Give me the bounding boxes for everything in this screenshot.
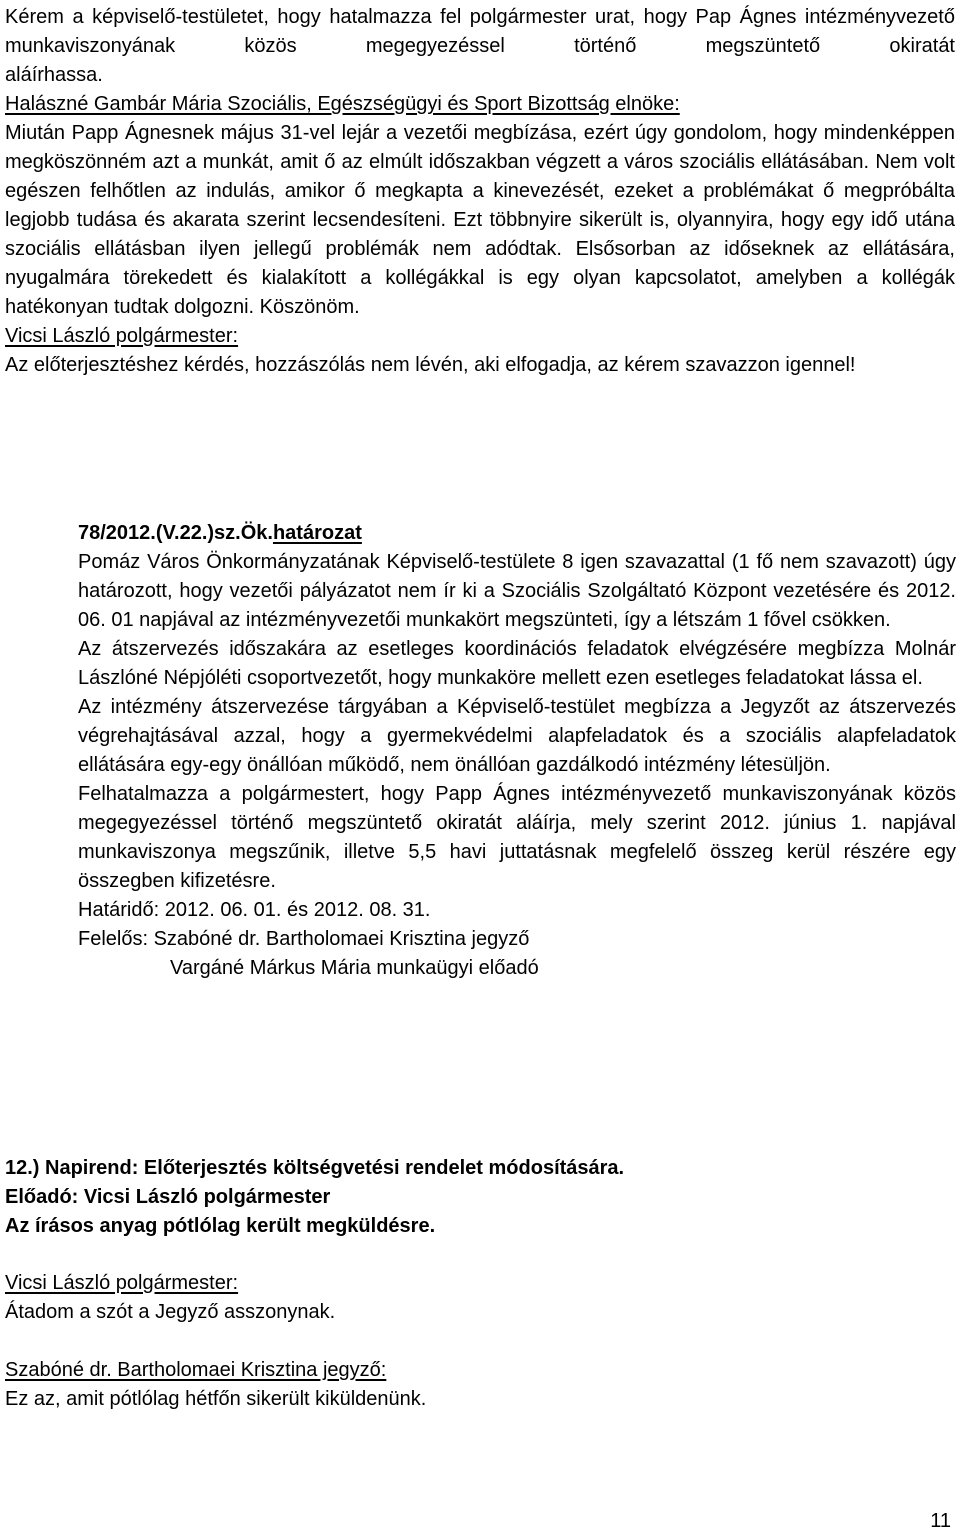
resolution-word: határozat	[272, 522, 362, 544]
page-number: 11	[930, 1510, 951, 1532]
agenda-note: Az írásos anyag pótlólag került megküldésre.	[5, 1215, 436, 1237]
resolution-responsible-1: Felelős: Szabóné dr. Bartholomaei Krisztina jegyző	[78, 928, 530, 950]
resolution-number: 78/2012.(V.22.)sz.Ök.	[78, 522, 273, 544]
committee-chair-speech: Miután Papp Ágnesnek május 31-vel lejár a vezetői megbízása, ezért úgy gondolom, hogy mindenképpen megköszönném azt a munkát, amit ő az elmúlt időszakban végzett a város szociális ellátásában. Nem volt egészen felhőtlen az indulás, amikor ő megkapta a kinevezését, ezeket a problémákat ő megpróbálta legjobb tudása és akarata szerint lecsendesíteni. Ezt többnyire sikerült is, olyannyira, hogy egy idő utána szociális ellátásban ilyen jellegű problémák nem adódtak. Elsősorban az időseknek az ellátására, nyugalmára törekedett és kialakított a kollégákkal is egy olyan kapcsolatot, amelyben a kollégák hatékonyan tudtak dolgozni. Köszönöm.	[5, 122, 955, 318]
dialogue-speaker: Szabóné dr. Bartholomaei Krisztina jegyző:	[5, 1359, 387, 1381]
resolution-section	[78, 519, 956, 983]
dialogue-entry-1	[5, 1269, 955, 1327]
mayor-call-to-vote: Az előterjesztéshez kérdés, hozzászólás nem lévén, aki elfogadja, az kérem szavazzon igennel!	[5, 354, 856, 376]
resolution-heading	[78, 519, 956, 548]
dialogue-text: Átadom a szót a Jegyző asszonynak.	[5, 1301, 336, 1323]
resolution-paragraph-1: Pomáz Város Önkormányzatának Képviselő-testülete 8 igen szavazattal (1 fő nem szavazott) úgy határozott, hogy vezetői pályázatot nem ír ki a Szociális Szolgáltató Központ vezetésére és 2012. 06. 01 napjával az intézményvezetői munkakört megszünteti, így a létszám 1 fővel csökken.	[78, 551, 956, 631]
speaker-committee-chair: Halászné Gambár Mária Szociális, Egészségügyi és Sport Bizottság elnöke:	[5, 93, 680, 115]
dialogue-speaker: Vicsi László polgármester:	[5, 1272, 239, 1294]
resolution-paragraph-3: Az intézmény átszervezése tárgyában a Képviselő-testület megbízza a Jegyzőt az átszervezés végrehajtásával azzal, hogy a gyermekvédelmi alapfeladatok és a szociális alapfeladatok ellátására egy-egy önállóan működő, nem önállóan gazdálkodó intézmény létesüljön.	[78, 696, 956, 776]
resolution-paragraph-2: Az átszervezés időszakára az esetleges koordinációs feladatok elvégzésére megbízza Molnár Lászlóné Népjóléti csoportvezetőt, hogy munkaköre mellett ezen esetleges feladatokat lássa el.	[78, 638, 956, 689]
resolution-deadline: Határidő: 2012. 06. 01. és 2012. 08. 31.	[78, 899, 431, 921]
agenda-section	[5, 1154, 955, 1241]
resolution-paragraph-4: Felhatalmazza a polgármestert, hogy Papp Ágnes intézményvezető munkaviszonyának közös megegyezéssel történő megszüntető okiratát aláírja, mely szerint 2012. június 1. napjával munkaviszonya megszűnik, illetve 5,5 havi juttatásnak megfelelő összeg kerül részére egy összegben kifizetésre.	[78, 783, 956, 892]
resolution-responsible-2: Vargáné Márkus Mária munkaügyi előadó	[170, 957, 539, 979]
agenda-title: 12.) Napirend: Előterjesztés költségvetési rendelet módosítására.	[5, 1157, 625, 1179]
dialogue-entry-2	[5, 1356, 955, 1414]
speaker-mayor: Vicsi László polgármester:	[5, 325, 239, 347]
agenda-presenter: Előadó: Vicsi László polgármester	[5, 1186, 331, 1208]
intro-section	[5, 90, 955, 380]
dialogue-text: Ez az, amit pótlólag hétfőn sikerült kiküldenünk.	[5, 1388, 427, 1410]
intro-paragraph-1: Kérem a képviselő-testületet, hogy hatalmazza fel polgármester urat, hogy Pap Ágnes intézményvezető munkaviszonyának közös megegyezéssel történő megszüntető okiratát aláírhassa.	[5, 6, 955, 86]
